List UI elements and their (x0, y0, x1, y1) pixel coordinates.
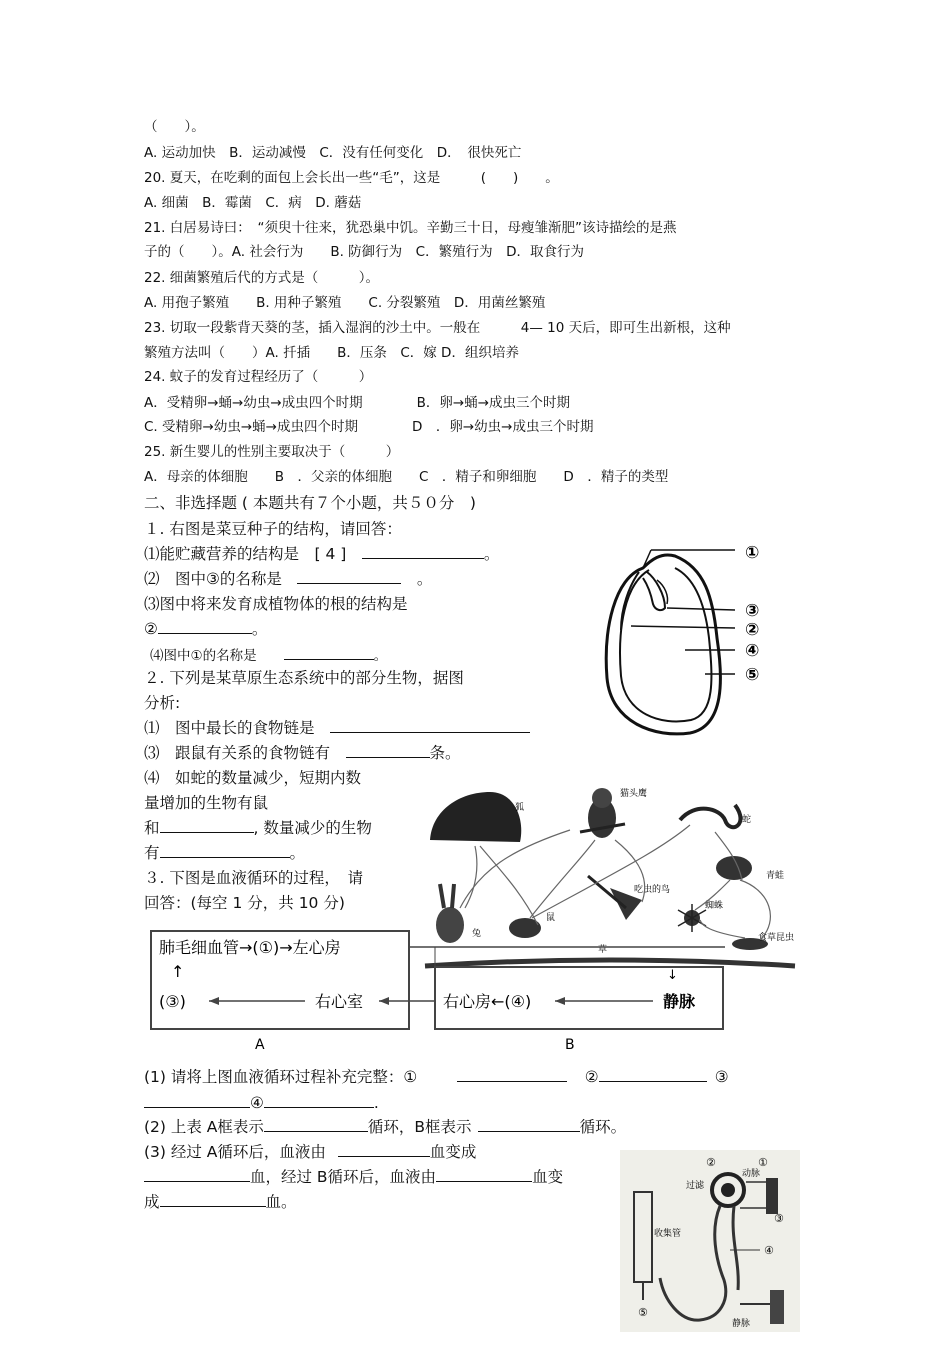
label-snake: 蛇 (742, 815, 752, 825)
answer-blank[interactable] (436, 1167, 532, 1182)
answer-blank[interactable] (264, 1117, 368, 1132)
q25-stem: 25. 新生婴儿的性别主要取决于（ ） (144, 444, 400, 460)
q23-stem: 23. 切取一段紫背天葵的茎，插入湿润的沙土中。一般在 4— 10 天后，即可生出新根，这种 (144, 320, 731, 336)
circ-node-3: (③) (159, 992, 186, 1011)
answer-blank[interactable] (457, 1067, 567, 1082)
label-fox: 狐 (515, 803, 525, 813)
answer-blank[interactable] (284, 645, 374, 660)
q3-part3-line3: 成 血。 (144, 1193, 297, 1211)
q19-options: A. 运动加快 B．运动减慢 C．没有任何变化 D． 很快死亡 (144, 145, 522, 161)
q19-tail: （ ）。 (144, 119, 205, 135)
label-spider: 蜘蛛 (705, 901, 724, 911)
q2-part1: ⑴ 图中最长的食物链是 (144, 718, 530, 738)
q1-part3-answer: ② 。 (144, 620, 268, 638)
answer-blank[interactable] (346, 743, 430, 758)
q1-part1: ⑴能贮藏营养的结构是 [ 4 ] 。 (144, 545, 500, 563)
section-2-heading: 二、非选择题 ( 本题共有７个小题，共５０分 ) (144, 494, 476, 512)
circ-vein: 静脉 (663, 992, 696, 1011)
kid-2: ② (706, 1156, 716, 1169)
kid-filter: 过滤 (686, 1181, 705, 1191)
circulation-diagram (145, 925, 730, 1055)
q24-options-cd: C. 受精卵→幼虫→蛹→成虫四个时期 D ．卵→幼虫→成虫三个时期 (144, 419, 594, 435)
answer-blank[interactable] (264, 1093, 374, 1108)
answer-blank[interactable] (362, 544, 484, 559)
q22-options: A. 用孢子繁殖 B. 用种子繁殖 C. 分裂繁殖 D．用菌丝繁殖 (144, 295, 546, 311)
answer-blank[interactable] (297, 569, 401, 584)
q3-part3: (3) 经过 A循环后，血液由 血变成 (144, 1143, 477, 1161)
q20-stem: 20. 夏天，在吃剩的面包上会长出一些“毛”，这是 ( ) 。 (144, 170, 559, 186)
label-owl: 猫头鹰 (620, 789, 648, 799)
q3-part1: (1) 请将上图血液循环过程补充完整：① ② ③ (144, 1068, 729, 1086)
answer-blank[interactable] (330, 718, 530, 733)
kid-vein: 静脉 (732, 1319, 751, 1329)
answer-blank[interactable] (144, 1093, 250, 1108)
seed-label-5: ⑤ (745, 665, 760, 685)
seed-label-4: ④ (745, 641, 760, 661)
kid-3: ③ (774, 1212, 784, 1225)
answer-blank[interactable] (160, 843, 290, 858)
circ-label-b: B (565, 1037, 575, 1053)
kid-4: ④ (764, 1244, 774, 1257)
q1-stem: １. 右图是菜豆种子的结构，请回答： (144, 520, 402, 538)
label-rabbit: 兔 (472, 929, 482, 939)
answer-blank[interactable] (160, 818, 254, 833)
circ-right-atrium: 右心房←(④) (443, 992, 532, 1011)
label-frog: 青蛙 (766, 871, 785, 881)
circ-up-arrow: ↑ (171, 962, 185, 981)
circ-label-a: A (255, 1037, 265, 1053)
q3-part1-line2: ④ . (144, 1093, 379, 1113)
q1-part3: ⑶图中将来发育成植物体的根的结构是 (144, 595, 408, 613)
q24-stem: 24. 蚊子的发育过程经历了（ ） (144, 369, 373, 385)
answer-blank[interactable] (599, 1067, 707, 1082)
q2-part4: ⑷ 如蛇的数量减少，短期内数 (144, 769, 362, 787)
q23-options: 繁殖方法叫（ ）A. 扦插 B．压条 C．嫁 D．组织培养 (144, 345, 519, 361)
seed-label-1: ① (745, 543, 760, 563)
label-mouse: 鼠 (546, 913, 556, 923)
label-bird: 吃虫的鸟 (634, 885, 671, 895)
q2-stem-1: ２. 下列是某草原生态系统中的部分生物，据图 (144, 669, 464, 687)
q2-stem-2: 分析: (144, 694, 181, 712)
nephron-figure (620, 1150, 800, 1332)
circ-right-ventricle: 右心室 (315, 992, 364, 1011)
q25-options: A．母亲的体细胞 B ．父亲的体细胞 C ．精子和卵细胞 D ．精子的类型 (144, 469, 669, 485)
circ-down-arrow: ↓ (667, 968, 678, 983)
q21-options: 子的（ ）。A. 社会行为 B. 防御行为 C．繁殖行为 D．取食行为 (144, 244, 584, 260)
q3-stem-2: 回答：(每空 1 分，共 10 分) (144, 894, 345, 912)
kid-1: ① (758, 1156, 768, 1169)
seed-label-3: ③ (745, 601, 760, 621)
circ-row1: 肺毛细血管→(①)→左心房 (159, 938, 341, 957)
answer-blank[interactable] (478, 1117, 580, 1132)
q24-options-ab: A．受精卵→蛹→幼虫→成虫四个时期 B．卵→蛹→成虫三个时期 (144, 395, 571, 411)
answer-blank[interactable] (160, 1192, 266, 1207)
q20-options: A. 细菌 B．霉菌 C．病 D. 蘑菇 (144, 195, 362, 211)
q1-part4: ⑷图中①的名称是 。 (150, 645, 387, 665)
bean-seed-figure (595, 538, 780, 743)
q21-stem: 21. 白居易诗曰： “须臾十往来，犹恐巢中饥。辛勤三十日，母瘦雏渐肥”该诗描绘的是燕 (144, 220, 677, 236)
q22-stem: 22. 细菌繁殖后代的方式是（ ）。 (144, 270, 380, 286)
q3-part3-line2: 血，经过 B循环后，血液由 血变 (144, 1167, 563, 1187)
q2-part4-line3: 和 , 数量减少的生物 (144, 819, 372, 837)
q1-part2: ⑵ 图中③的名称是 。 (144, 570, 433, 588)
q2-part4-line4: 有 。 (144, 844, 306, 862)
answer-blank[interactable] (144, 1167, 250, 1182)
kid-tube: 收集管 (654, 1229, 682, 1239)
q3-stem-1: ３. 下图是血液循环的过程， 请 (144, 869, 364, 887)
q3-part2: (2) 上表 A框表示 循环，B框表示 循环。 (144, 1118, 627, 1136)
kid-5: ⑤ (638, 1306, 648, 1319)
answer-blank[interactable] (338, 1142, 430, 1157)
answer-blank[interactable] (158, 619, 252, 634)
seed-label-2: ② (745, 620, 760, 640)
q2-part3: ⑶ 跟鼠有关系的食物链有 条。 (144, 744, 461, 762)
label-grass: 草 (598, 945, 608, 955)
label-insect: 食草昆虫 (758, 933, 795, 943)
kid-artery: 动脉 (742, 1169, 761, 1179)
q2-part4-line2: 量增加的生物有鼠 (144, 794, 269, 812)
